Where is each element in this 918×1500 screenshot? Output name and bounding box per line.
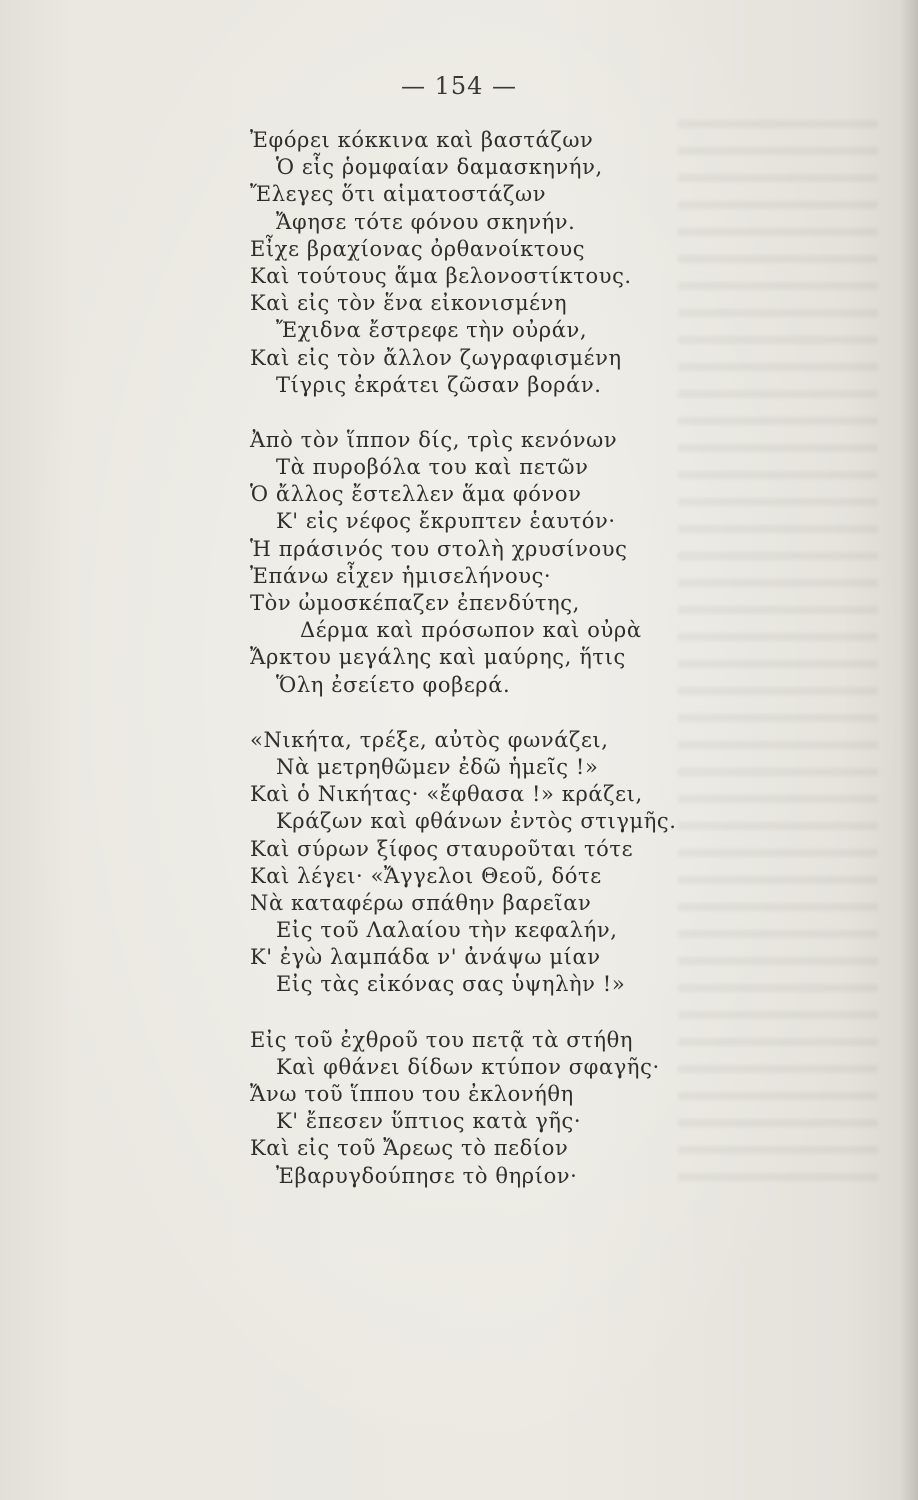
poem-line: Τὸν ὠμοσκέπαζεν ἐπενδύτης, xyxy=(250,591,580,615)
poem-line: Ἐπάνω εἶχεν ἡμισελήνους· xyxy=(250,563,552,588)
poem-line: Κ' εἰς νέφος ἔκρυπτεν ἑαυτόν· xyxy=(276,509,616,534)
poem-line: Καὶ φθάνει δίδων κτύπον σφαγῆς· xyxy=(276,1054,660,1079)
poem-line: Ἡ πράσινός του στολὴ χρυσίνους xyxy=(250,536,628,561)
poem-line: Καὶ λέγει· «Ἄγγελοι Θεοῦ, δότε xyxy=(250,863,602,888)
stanza xyxy=(250,1027,890,1190)
poem-line: Καὶ εἰς τὸν ἕνα εἰκονισμένη xyxy=(250,291,568,316)
poem-line: Ἔλεγες ὅτι αἱματοστάζων xyxy=(250,182,547,207)
poem-line: Ἀπὸ τὸν ἵππον δίς, τρὶς κενόνων xyxy=(250,427,618,452)
poem-line: Κράζων καὶ φθάνων ἐντὸς στιγμῆς. xyxy=(276,809,677,834)
poem-line: Τὰ πυροβόλα του καὶ πετῶν xyxy=(276,455,589,480)
poem-line: Ἔχιδνα ἔστρεφε τὴν οὐράν, xyxy=(276,318,588,343)
page-edge-shadow xyxy=(900,0,918,1500)
stanza xyxy=(250,127,890,399)
poem-line: Ἐφόρει κόκκινα καὶ βαστάζων xyxy=(250,128,594,152)
poem-line: Ἐβαρυγδούπησε τὸ θηρίον· xyxy=(276,1163,578,1188)
poem-line: Δέρμα καὶ πρόσωπον καὶ οὐρὰ xyxy=(300,618,642,643)
poem-line: Ὁ ἄλλος ἔστελλεν ἅμα φόνον xyxy=(250,482,582,507)
poem-line: Ἄνω τοῦ ἵππου του ἐκλονήθη xyxy=(250,1082,574,1106)
poem-line: Νὰ καταφέρω σπάθην βαρεῖαν xyxy=(250,890,592,915)
poem-line: Καὶ εἰς τοῦ Ἄρεως τὸ πεδίον xyxy=(250,1136,569,1161)
stanza xyxy=(250,427,890,699)
poem-line: Καὶ τούτους ἅμα βελονοστίκτους. xyxy=(250,263,632,288)
poem-line: Ὁ εἷς ῥομφαίαν δαμασκηνήν, xyxy=(276,155,603,180)
poem-line: Εἰς τοῦ Λαλαίου τὴν κεφαλήν, xyxy=(276,918,618,943)
poem-line: Κ' ἔπεσεν ὕπτιος κατὰ γῆς· xyxy=(276,1109,582,1134)
poem-line: Ὅλη ἐσείετο φοβερά. xyxy=(276,672,511,697)
poem-line: Νὰ μετρηθῶμεν ἐδῶ ἡμεῖς !» xyxy=(276,754,599,779)
poem-line: Ἄφησε τότε φόνου σκηνήν. xyxy=(276,209,576,234)
poem-line: Καὶ σύρων ξίφος σταυροῦται τότε xyxy=(250,836,634,861)
poem-line: Καὶ ὁ Νικήτας· «ἔφθασα !» κράζει, xyxy=(250,782,643,807)
poem-line: Εἶχε βραχίονας ὀρθανοίκτους xyxy=(250,236,586,261)
poem-line: Ἄρκτου μεγάλης καὶ μαύρης, ἥτις xyxy=(250,645,626,670)
poem-line: Καὶ εἰς τὸν ἄλλον ζωγραφισμένη xyxy=(250,345,622,370)
poem-line: Κ' ἐγὼ λαμπάδα ν' ἀνάψω μίαν xyxy=(250,945,601,970)
poem-line: Εἰς τοῦ ἐχθροῦ του πετᾷ τὰ στήθη xyxy=(250,1027,634,1052)
poem-line: Εἰς τὰς εἰκόνας σας ὑψηλὴν !» xyxy=(276,972,626,997)
page-number: — 154 — xyxy=(400,72,518,100)
poem-body xyxy=(250,127,890,1218)
stanza xyxy=(250,727,890,999)
poem-line: «Νικήτα, τρέξε, αὐτὸς φωνάζει, xyxy=(250,727,609,752)
poem-line: Τίγρις ἐκράτει ζῶσαν βοράν. xyxy=(276,372,602,397)
